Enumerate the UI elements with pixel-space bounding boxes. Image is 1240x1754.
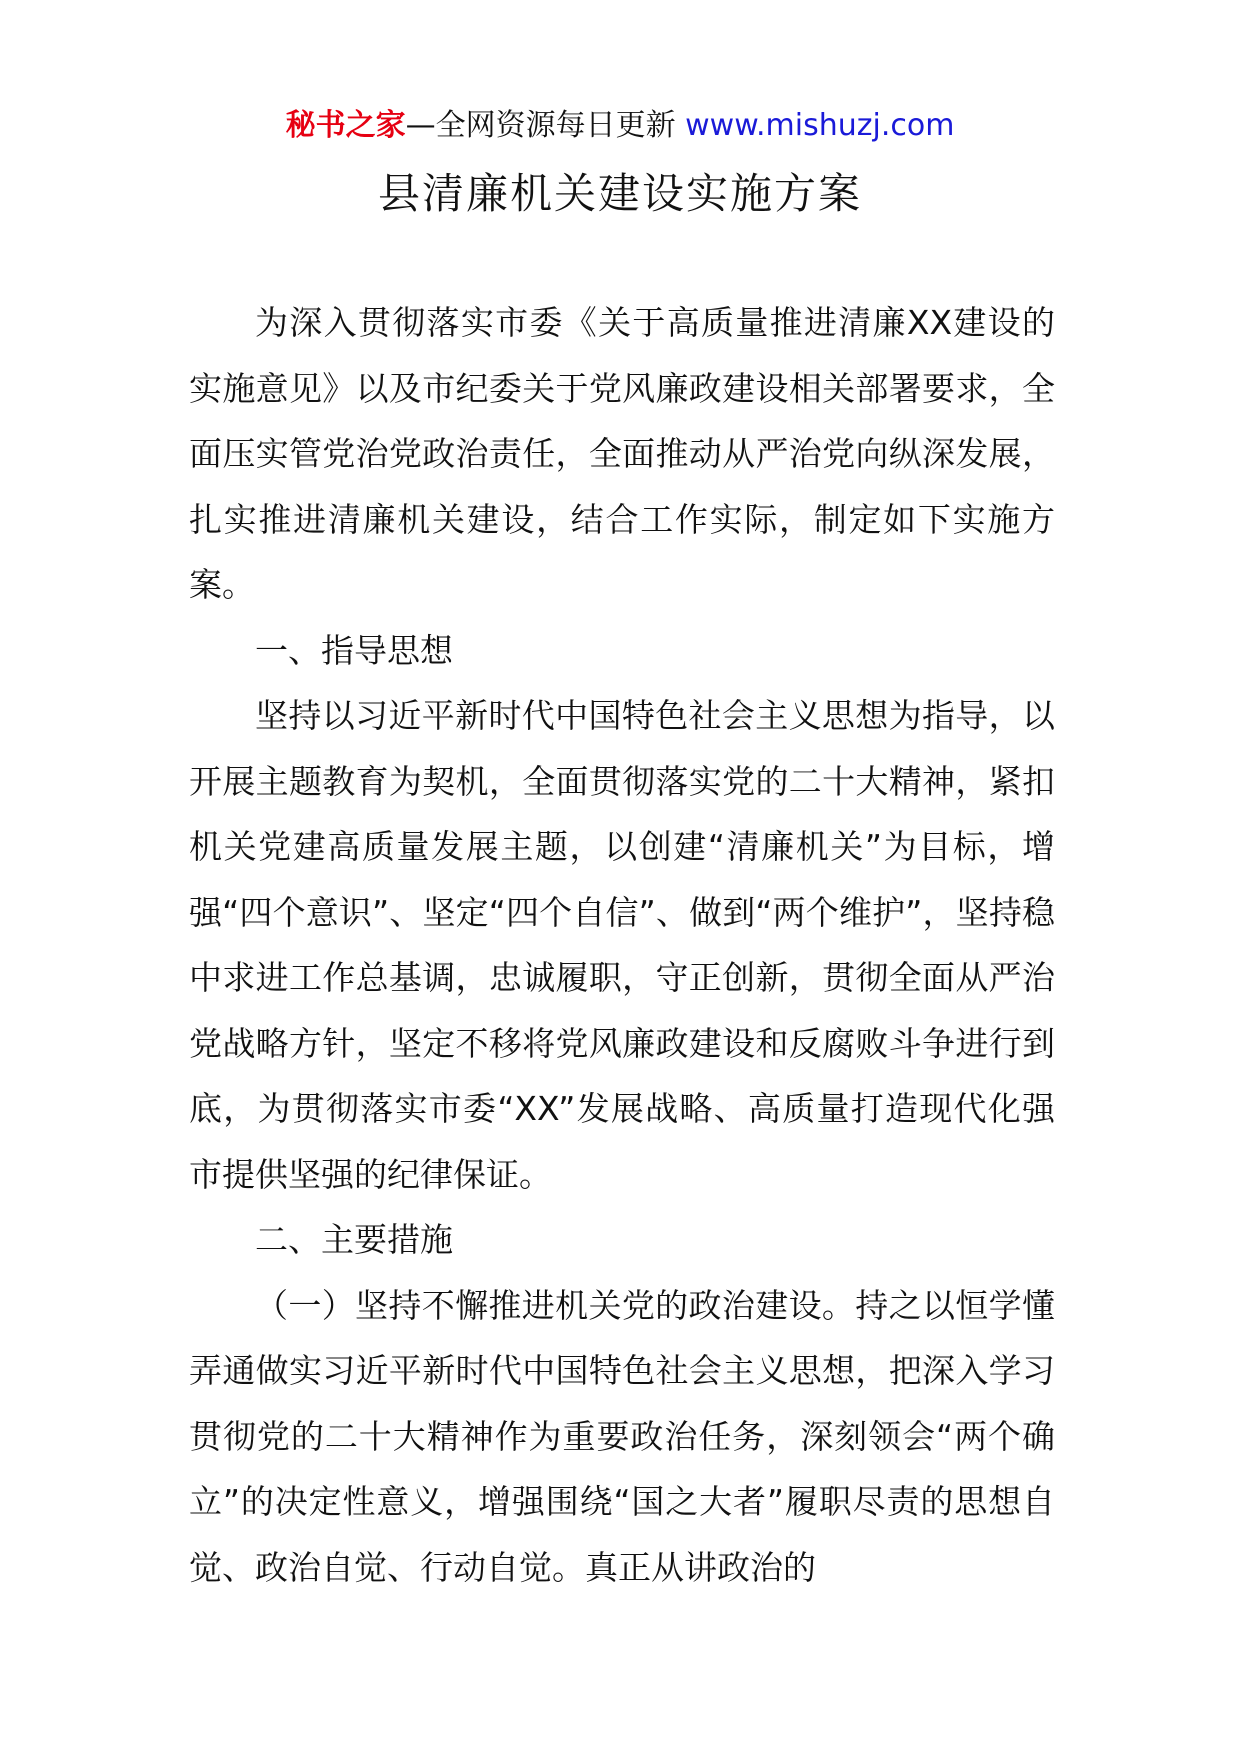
guiding-thought-paragraph: 坚持以习近平新时代中国特色社会主义思想为指导，以开展主题教育为契机，全面贯彻落实党的二十大精神，紧扣机关党建高质量发展主题，以创建“清廉机关”为目标，增强“四个意识”、坚定“四个自信”、做到“两个维护”，坚持稳中求进工作总基调，忠诚履职，守正创新，贯彻全面从严治党战略方针，坚定不移将党风廉政建设和反腐败斗争进行到底，为贯彻落实市委“XX”发展战略、高质量打造现代化强市提供坚强的纪律保证。 — [189, 696, 1055, 1194]
site-header-banner — [0, 104, 1240, 148]
section-heading-guiding-thought: 一、指导思想 — [255, 630, 453, 670]
header-tagline: —全网资源每日更新 — [405, 108, 686, 143]
intro-paragraph: 为深入贯彻落实市委《关于高质量推进清廉XX建设的实施意见》以及市纪委关于党风廉政建设相关部署要求，全面压实管党治党政治责任，全面推动从严治党向纵深发展，扎实推进清廉机关建设，结合工作实际，制定如下实施方案。 — [189, 303, 1055, 604]
main-measures-paragraph: （一）坚持不懈推进机关党的政治建设。持之以恒学懂弄通做实习近平新时代中国特色社会主义思想，把深入学习贯彻党的二十大精神作为重要政治任务，深刻领会“两个确立”的决定性意义，增强围绕“国之大者”履职尽责的思想自觉、政治自觉、行动自觉。真正从讲政治的 — [189, 1285, 1055, 1587]
brand-name: 秘书之家 — [285, 108, 406, 143]
document-body — [189, 290, 1055, 1600]
site-url-link[interactable]: www.mishuzj.com — [685, 108, 955, 143]
document-title: 县清廉机关建设实施方案 — [377, 169, 862, 218]
section-heading-main-measures: 二、主要措施 — [255, 1220, 453, 1259]
